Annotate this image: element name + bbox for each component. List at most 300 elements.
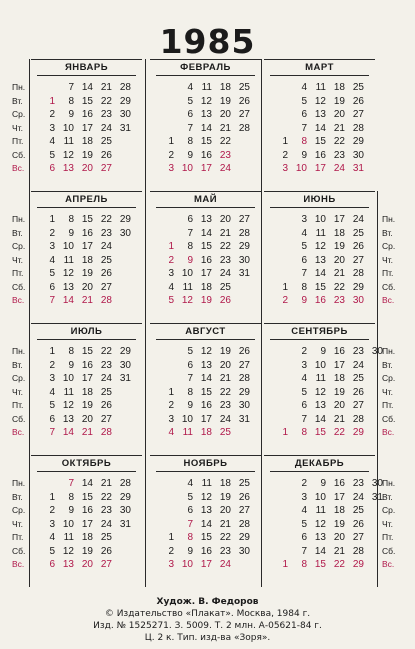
- day-cell: 6: [301, 532, 307, 543]
- day-cell: 2: [282, 149, 288, 161]
- day-cell: 21: [333, 545, 345, 557]
- day-cell: 17: [81, 241, 93, 252]
- month-block: [150, 323, 261, 452]
- day-cell: 14: [200, 373, 212, 384]
- day-cell: 6: [187, 109, 193, 120]
- day-cell: 22: [100, 346, 112, 357]
- day-cell: 23: [352, 478, 364, 489]
- weekday-label: Сб.: [12, 413, 26, 424]
- day-cell: 25: [352, 373, 364, 384]
- month-name: ЯНВАРЬ: [31, 62, 142, 73]
- day-cell: 24: [100, 241, 112, 252]
- day-cell: 20: [333, 109, 345, 120]
- day-cell: 10: [181, 559, 193, 570]
- day-cell: 11: [201, 82, 212, 93]
- day-cell: 4: [301, 373, 307, 384]
- day-cell: 30: [238, 400, 250, 411]
- day-cell: 31: [352, 163, 364, 174]
- year-title: 1985: [159, 22, 256, 61]
- day-cell: 19: [333, 241, 345, 252]
- day-cell: 16: [333, 346, 345, 357]
- day-cell: 16: [333, 478, 345, 489]
- artist-credit: Худож. В. Федоров: [156, 597, 259, 607]
- day-cell: 4: [187, 478, 193, 489]
- day-cell: 20: [81, 559, 93, 570]
- day-cell: 1: [168, 136, 174, 147]
- weekday-label: Ср.: [382, 241, 396, 251]
- day-cell: 28: [238, 227, 250, 239]
- day-cell: 6: [301, 400, 307, 411]
- day-cell: 30: [119, 505, 131, 516]
- day-cell: 28: [100, 295, 112, 306]
- day-cell: 27: [352, 532, 364, 543]
- day-cell: 27: [352, 400, 364, 411]
- day-cell: 3: [49, 518, 55, 530]
- day-cell: 13: [314, 532, 326, 543]
- weekday-label: Пн.: [382, 214, 396, 224]
- day-cell: 22: [333, 281, 345, 293]
- day-cell: 6: [187, 359, 193, 371]
- day-cell: 27: [238, 505, 250, 516]
- weekday-label: Вт.: [12, 227, 23, 238]
- day-cell: 17: [81, 518, 93, 530]
- day-cell: 23: [100, 227, 112, 239]
- day-cell: 15: [314, 427, 326, 438]
- weekday-label: Пн.: [12, 82, 26, 92]
- day-cell: 24: [333, 163, 345, 174]
- day-cell: 26: [238, 491, 250, 503]
- day-cell: 29: [119, 491, 131, 503]
- day-cell: 24: [100, 518, 112, 530]
- weekday-label: Вт.: [382, 491, 393, 502]
- day-cell: 24: [219, 413, 231, 425]
- day-cell: 9: [68, 359, 74, 371]
- day-cell: 3: [49, 122, 55, 134]
- day-cell: 9: [301, 149, 307, 161]
- day-cell: 9: [187, 254, 193, 266]
- day-cell: 22: [333, 427, 345, 438]
- weekday-label: Сб.: [382, 545, 396, 556]
- day-cell: 20: [81, 163, 93, 174]
- weekday-label: Ср.: [382, 373, 396, 383]
- day-cell: 25: [100, 136, 112, 147]
- month-block: [264, 59, 375, 188]
- day-cell: 16: [81, 505, 93, 516]
- day-cell: 10: [314, 491, 326, 503]
- day-cell: 26: [100, 268, 112, 279]
- day-cell: 30: [352, 295, 364, 306]
- weekday-label: Пт.: [12, 268, 24, 278]
- weekday-label: Вс.: [382, 427, 395, 437]
- day-cell: 19: [219, 95, 231, 107]
- day-cell: 7: [68, 82, 74, 93]
- day-cell: 28: [100, 427, 112, 438]
- day-cell: 3: [168, 413, 174, 425]
- day-cell: 17: [81, 122, 93, 134]
- day-cell: 18: [81, 386, 93, 398]
- day-cell: 14: [314, 545, 326, 557]
- day-cell: 18: [333, 82, 345, 93]
- day-cell: 23: [219, 545, 231, 557]
- weekday-label: Ср.: [382, 505, 396, 515]
- day-cell: 29: [238, 532, 250, 543]
- day-cell: 12: [200, 491, 212, 503]
- day-cell: 26: [238, 95, 250, 107]
- day-cell: 5: [187, 491, 193, 503]
- weekday-label: Сб.: [12, 149, 26, 160]
- day-cell: 21: [219, 518, 231, 530]
- day-cell: 22: [219, 241, 231, 252]
- day-cell: 29: [352, 559, 364, 570]
- day-cell: 24: [100, 373, 112, 384]
- weekday-label: Вс.: [12, 295, 25, 305]
- day-cell: 15: [81, 491, 93, 503]
- day-cell: 19: [219, 491, 231, 503]
- day-cell: 5: [301, 518, 307, 530]
- day-cell: 13: [62, 559, 74, 570]
- day-cell: 21: [219, 227, 231, 239]
- day-cell: 12: [314, 241, 326, 252]
- day-cell: 16: [314, 149, 326, 161]
- day-cell: 19: [333, 518, 345, 530]
- day-cell: 18: [219, 82, 231, 93]
- grid-separator: [145, 59, 146, 587]
- day-cell: 14: [200, 227, 212, 239]
- month-block: [264, 455, 383, 584]
- day-cell: 7: [301, 545, 307, 557]
- weekday-label: Пн.: [12, 478, 26, 488]
- day-cell: 14: [314, 413, 326, 425]
- day-cell: 8: [301, 136, 307, 147]
- day-cell: 18: [333, 505, 345, 516]
- day-cell: 27: [100, 413, 112, 425]
- day-cell: 4: [301, 82, 307, 93]
- day-cell: 28: [238, 373, 250, 384]
- day-cell: 15: [200, 241, 212, 252]
- day-cell: 7: [301, 413, 307, 425]
- day-cell: 22: [100, 491, 112, 503]
- weekday-label: Ср.: [12, 373, 26, 383]
- day-cell: 25: [100, 254, 112, 266]
- day-cell: 28: [352, 122, 364, 134]
- day-cell: 12: [314, 95, 326, 107]
- day-cell: 11: [201, 478, 212, 489]
- day-cell: 7: [68, 478, 74, 489]
- day-cell: 8: [68, 491, 74, 503]
- day-cell: 3: [282, 163, 288, 174]
- day-cell: 18: [333, 373, 345, 384]
- day-cell: 20: [219, 505, 231, 516]
- day-cell: 25: [238, 478, 250, 489]
- day-cell: 9: [68, 505, 74, 516]
- day-cell: 14: [314, 268, 326, 279]
- day-cell: 15: [200, 136, 212, 147]
- day-cell: 4: [49, 386, 55, 398]
- weekday-label: Чт.: [12, 518, 23, 529]
- weekday-label: Пн.: [382, 478, 396, 488]
- month-name: ИЮНЬ: [264, 194, 375, 205]
- day-cell: 23: [100, 505, 112, 516]
- day-cell: 3: [49, 241, 55, 252]
- month-name: СЕНТЯБРЬ: [264, 326, 375, 337]
- month-name: АВГУСТ: [150, 326, 261, 337]
- day-cell: 26: [352, 241, 364, 252]
- day-cell: 3: [49, 373, 55, 384]
- day-cell: 15: [81, 346, 93, 357]
- day-cell: 17: [200, 559, 212, 570]
- day-cell: 30: [352, 149, 364, 161]
- day-cell: 18: [81, 532, 93, 543]
- day-cell: 19: [333, 95, 345, 107]
- day-cell: 29: [352, 136, 364, 147]
- day-cell: 21: [333, 122, 345, 134]
- day-cell: 31: [119, 122, 131, 134]
- day-cell: 13: [62, 163, 74, 174]
- day-cell: 29: [352, 281, 364, 293]
- day-cell: 2: [168, 254, 174, 266]
- day-cell: 27: [352, 254, 364, 266]
- month-name: НОЯБРЬ: [150, 458, 261, 469]
- day-cell: 28: [119, 82, 131, 93]
- day-cell: 28: [119, 478, 131, 489]
- day-cell: 15: [314, 281, 326, 293]
- weekday-label: Чт.: [12, 386, 23, 397]
- month-block: [264, 323, 383, 452]
- day-cell: 22: [219, 136, 231, 147]
- day-cell: 23: [352, 346, 364, 357]
- day-cell: 17: [81, 373, 93, 384]
- month-name: АПРЕЛЬ: [31, 194, 142, 205]
- day-cell: 19: [200, 295, 212, 306]
- weekday-label: Вс.: [12, 427, 25, 437]
- day-cell: 5: [301, 386, 307, 398]
- day-cell: 27: [352, 109, 364, 120]
- day-cell: 1: [49, 95, 55, 107]
- day-cell: 3: [301, 359, 307, 371]
- day-cell: 1: [282, 136, 288, 147]
- day-cell: 2: [168, 149, 174, 161]
- weekday-label: Пт.: [12, 136, 24, 146]
- day-cell: 31: [238, 268, 250, 279]
- day-cell: 24: [352, 491, 364, 503]
- day-cell: 7: [187, 227, 193, 239]
- day-cell: 8: [68, 95, 74, 107]
- weekday-label: Вс.: [382, 295, 395, 305]
- day-cell: 21: [81, 295, 93, 306]
- day-cell: 5: [301, 241, 307, 252]
- day-cell: 11: [182, 281, 193, 293]
- day-cell: 8: [301, 281, 307, 293]
- day-cell: 23: [219, 400, 231, 411]
- day-cell: 2: [168, 545, 174, 557]
- day-cell: 12: [62, 268, 74, 279]
- day-cell: 8: [68, 346, 74, 357]
- day-cell: 9: [187, 149, 193, 161]
- day-cell: 16: [81, 359, 93, 371]
- day-cell: 15: [200, 532, 212, 543]
- day-cell: 19: [81, 545, 93, 557]
- day-cell: 13: [200, 214, 212, 225]
- day-cell: 22: [219, 532, 231, 543]
- day-cell: 25: [352, 82, 364, 93]
- day-cell: 26: [100, 400, 112, 411]
- day-cell: 17: [200, 268, 212, 279]
- day-cell: 25: [219, 427, 231, 438]
- month-name: ИЮЛЬ: [31, 326, 142, 337]
- weekday-label: Сб.: [382, 281, 396, 292]
- day-cell: 26: [238, 346, 250, 357]
- day-cell: 30: [371, 478, 383, 489]
- day-cell: 22: [219, 386, 231, 398]
- calendar-grid: [5, 59, 411, 587]
- day-cell: 10: [181, 413, 193, 425]
- day-cell: 2: [168, 400, 174, 411]
- day-cell: 13: [200, 109, 212, 120]
- day-cell: 1: [168, 532, 174, 543]
- day-cell: 20: [81, 413, 93, 425]
- day-cell: 21: [333, 413, 345, 425]
- day-cell: 6: [49, 413, 55, 425]
- month-block: [31, 59, 142, 188]
- weekday-label: Чт.: [382, 254, 393, 265]
- grid-separator: [377, 191, 378, 587]
- day-cell: 29: [119, 214, 131, 225]
- day-cell: 26: [219, 295, 231, 306]
- day-cell: 12: [62, 400, 74, 411]
- day-cell: 1: [49, 346, 55, 357]
- day-cell: 15: [81, 214, 93, 225]
- day-cell: 21: [100, 82, 112, 93]
- day-cell: 8: [68, 214, 74, 225]
- day-cell: 24: [352, 214, 364, 225]
- weekday-label: Ср.: [12, 109, 26, 119]
- day-cell: 2: [49, 359, 55, 371]
- day-cell: 3: [301, 491, 307, 503]
- day-cell: 11: [63, 532, 74, 543]
- day-cell: 12: [200, 346, 212, 357]
- day-cell: 11: [63, 386, 74, 398]
- day-cell: 1: [282, 427, 288, 438]
- month-block: [150, 191, 261, 320]
- month-block: [264, 191, 375, 320]
- day-cell: 9: [320, 478, 326, 489]
- day-cell: 16: [314, 295, 326, 306]
- day-cell: 30: [371, 346, 383, 357]
- day-cell: 11: [63, 136, 74, 147]
- day-cell: 9: [187, 400, 193, 411]
- day-cell: 5: [301, 95, 307, 107]
- day-cell: 6: [301, 109, 307, 120]
- month-name: ДЕКАБРЬ: [264, 458, 375, 469]
- day-cell: 20: [333, 254, 345, 266]
- day-cell: 12: [62, 545, 74, 557]
- day-cell: 13: [200, 505, 212, 516]
- day-cell: 14: [314, 122, 326, 134]
- day-cell: 26: [352, 95, 364, 107]
- day-cell: 18: [200, 281, 212, 293]
- day-cell: 13: [62, 413, 74, 425]
- day-cell: 27: [100, 163, 112, 174]
- day-cell: 4: [49, 532, 55, 543]
- day-cell: 5: [168, 295, 174, 306]
- day-cell: 29: [238, 386, 250, 398]
- day-cell: 11: [315, 227, 326, 239]
- weekday-label: Чт.: [382, 518, 393, 529]
- day-cell: 20: [219, 359, 231, 371]
- day-cell: 30: [119, 109, 131, 120]
- day-cell: 3: [168, 559, 174, 570]
- day-cell: 10: [62, 373, 74, 384]
- day-cell: 7: [301, 268, 307, 279]
- day-cell: 26: [100, 545, 112, 557]
- day-cell: 21: [100, 478, 112, 489]
- day-cell: 23: [100, 109, 112, 120]
- day-cell: 24: [352, 359, 364, 371]
- day-cell: 3: [301, 214, 307, 225]
- day-cell: 10: [314, 359, 326, 371]
- day-cell: 10: [62, 241, 74, 252]
- day-cell: 15: [81, 95, 93, 107]
- print-info-line: Изд. № 1525271. З. 5009. Т. 2 млн. А-05621-84 г.: [93, 621, 322, 631]
- day-cell: 28: [238, 518, 250, 530]
- day-cell: 10: [314, 214, 326, 225]
- day-cell: 30: [238, 254, 250, 266]
- day-cell: 5: [187, 346, 193, 357]
- day-cell: 8: [187, 241, 193, 252]
- day-cell: 14: [81, 82, 93, 93]
- day-cell: 22: [100, 214, 112, 225]
- day-cell: 19: [81, 149, 93, 161]
- day-cell: 1: [282, 281, 288, 293]
- weekday-label: Пт.: [12, 400, 24, 410]
- month-name: МАРТ: [264, 62, 375, 73]
- day-cell: 12: [62, 149, 74, 161]
- day-cell: 27: [100, 281, 112, 293]
- month-block: [150, 59, 261, 188]
- day-cell: 5: [49, 400, 55, 411]
- day-cell: 18: [81, 254, 93, 266]
- month-block: [150, 455, 261, 584]
- weekday-label: Сб.: [12, 281, 26, 292]
- day-cell: 29: [238, 241, 250, 252]
- day-cell: 8: [187, 136, 193, 147]
- day-cell: 16: [200, 254, 212, 266]
- day-cell: 25: [238, 82, 250, 93]
- day-cell: 27: [100, 559, 112, 570]
- day-cell: 13: [314, 109, 326, 120]
- day-cell: 2: [301, 478, 307, 489]
- day-cell: 20: [333, 532, 345, 543]
- day-cell: 30: [119, 227, 131, 239]
- day-cell: 29: [352, 427, 364, 438]
- day-cell: 20: [219, 109, 231, 120]
- day-cell: 7: [187, 122, 193, 134]
- day-cell: 2: [49, 109, 55, 120]
- weekday-label: Пн.: [12, 346, 26, 356]
- day-cell: 18: [200, 427, 212, 438]
- day-cell: 29: [119, 346, 131, 357]
- day-cell: 5: [187, 95, 193, 107]
- day-cell: 7: [187, 373, 193, 384]
- day-cell: 12: [200, 95, 212, 107]
- day-cell: 16: [200, 400, 212, 411]
- day-cell: 15: [314, 559, 326, 570]
- day-cell: 21: [333, 268, 345, 279]
- day-cell: 23: [333, 149, 345, 161]
- day-cell: 24: [219, 559, 231, 570]
- day-cell: 25: [100, 386, 112, 398]
- day-cell: 23: [219, 254, 231, 266]
